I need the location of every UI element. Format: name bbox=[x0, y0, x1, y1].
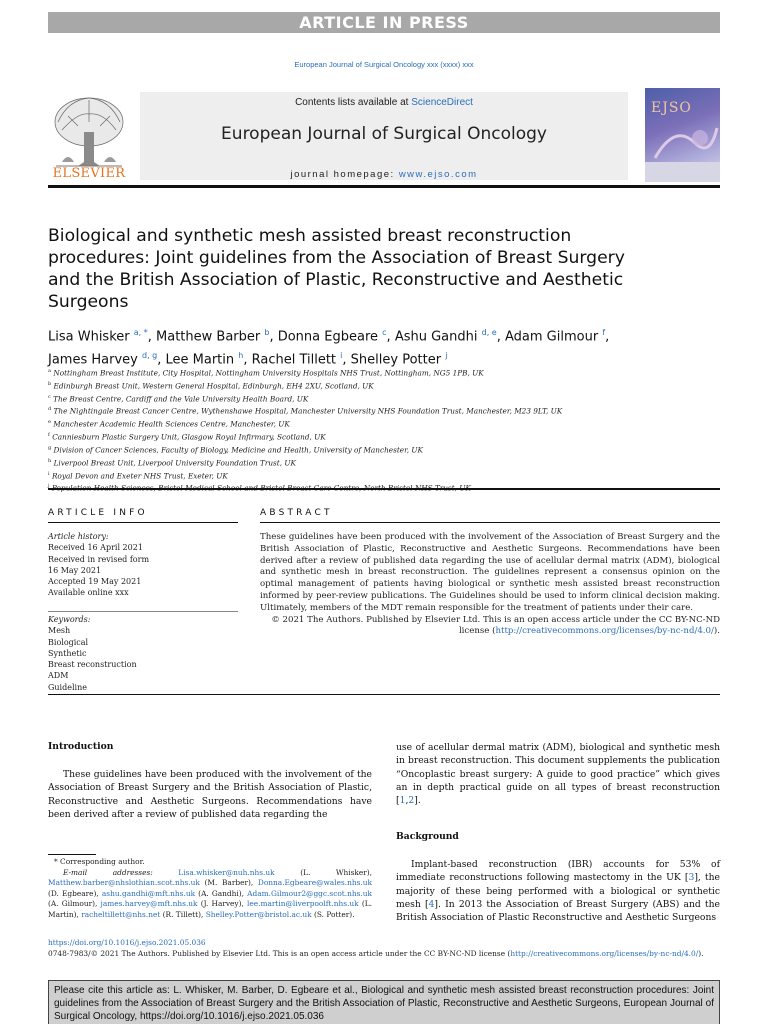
email-owner: (M. Barber), bbox=[199, 878, 258, 888]
email-owner: (A. Gandhi), bbox=[195, 888, 248, 898]
contents-prefix: Contents lists available at bbox=[295, 97, 412, 108]
email-label: E-mail addresses: bbox=[63, 867, 153, 877]
email-addresses bbox=[48, 868, 372, 921]
keyword-item: Guideline bbox=[48, 682, 87, 692]
affiliation-mark: h bbox=[48, 457, 52, 464]
abstract-bottom-rule bbox=[48, 694, 720, 695]
history-item: Received 16 April 2021 bbox=[48, 543, 143, 553]
history-item: 16 May 2021 bbox=[48, 565, 102, 575]
email-owner: (D. Egbeare), bbox=[48, 888, 102, 898]
history-divider bbox=[48, 611, 238, 612]
issn-license-link[interactable]: http://creativecommons.org/licenses/by-nc-nd/4.0/ bbox=[510, 949, 699, 958]
background-part-c: ]. In 2013 the Association of Breast Surgery (ABS) and the British Association of Plastic Reconstructive and Aesthetic Surgeons bbox=[396, 898, 720, 924]
journal-reference-link[interactable]: European Journal of Surgical Oncology xxx (xxxx) xxx bbox=[294, 60, 474, 69]
background-part-b: ], the majority of these being performed with a biological or synthetic mesh [ bbox=[396, 872, 720, 910]
footnote-rule bbox=[48, 854, 96, 855]
author-name: Shelley Potter bbox=[350, 352, 442, 368]
author-affiliation-link[interactable]: h bbox=[238, 351, 244, 361]
keywords-block bbox=[48, 614, 238, 693]
elsevier-wordmark: ELSEVIER bbox=[52, 166, 126, 181]
license-link[interactable]: http://creativecommons.org/licenses/by-nc-nd/4.0/ bbox=[495, 626, 714, 637]
corresponding-author-note: * Corresponding author. bbox=[54, 857, 145, 866]
affiliation-item bbox=[48, 456, 720, 469]
affiliation-text: Edinburgh Breast Unit, Western General Hospital, Edinburgh, EH4 2XU, Scotland, UK bbox=[53, 381, 374, 391]
affiliation-item bbox=[48, 469, 720, 482]
cover-illustration bbox=[645, 118, 720, 168]
email-link[interactable]: lee.martin@liverpoolft.nhs.uk bbox=[247, 899, 359, 909]
author-name: Lisa Whisker bbox=[48, 329, 130, 345]
affiliation-mark: a bbox=[48, 368, 51, 374]
license-text: © 2021 The Authors. Published by Elsevier Ltd. This is an open access article under the CC BY-NC-ND bbox=[271, 614, 720, 625]
cover-title: EJSO bbox=[651, 100, 692, 116]
history-item: Received in revised form bbox=[48, 554, 150, 564]
author-name: Adam Gilmour bbox=[504, 329, 599, 345]
license-prefix: license ( bbox=[458, 626, 496, 637]
author-affiliation-link[interactable]: j bbox=[445, 351, 448, 361]
affiliation-item bbox=[48, 443, 720, 456]
keywords-list bbox=[48, 625, 238, 693]
author-affiliation-link[interactable]: b bbox=[264, 328, 270, 337]
intro-continued: use of acellular dermal matrix (ADM), biological and synthetic mesh in breast reconstruction. This document supplements the publication “Oncoplastic breast surgery: A guide to good practice” which gives an in depth practical guide on all types of breast reconstruction [ bbox=[396, 742, 720, 807]
citation-box: Please cite this article as: L. Whisker, M. Barber, D. Egbeare et al., Biological and synthetic mesh assisted breast reconstruction procedures: Joint guidelines from the Association of Breast Surgery and the British Association of Plastic, Reconstructive and Aesthetic Surgeons, European Journal of Surgical Oncology, https://doi.org/10.1016/j.ejso.2021.05.036 bbox=[48, 980, 720, 1024]
email-link[interactable]: Lisa.whisker@nuh.nhs.uk bbox=[178, 867, 275, 877]
history-label: Article history: bbox=[48, 532, 109, 541]
email-link[interactable]: ashu.gandhi@mft.nhs.uk bbox=[101, 888, 196, 898]
affiliation-text: Liverpool Breast Unit, Liverpool University Foundation Trust, UK bbox=[53, 458, 296, 468]
affiliation-item bbox=[48, 379, 720, 392]
footnotes bbox=[48, 857, 372, 921]
keywords-label: Keywords: bbox=[48, 615, 91, 624]
keyword-item: Biological bbox=[48, 637, 89, 647]
history-list bbox=[48, 542, 238, 598]
masthead bbox=[48, 88, 720, 186]
ref-link-3[interactable]: 3 bbox=[688, 872, 695, 884]
email-link[interactable]: james.harvey@mft.nhs.uk bbox=[100, 899, 198, 909]
author-affiliation-link[interactable]: i bbox=[340, 351, 343, 361]
keyword-item: Breast reconstruction bbox=[48, 660, 137, 670]
affiliation-text: Manchester Academic Health Sciences Centre, Manchester, UK bbox=[53, 419, 290, 429]
author-affiliation-link[interactable]: f bbox=[602, 328, 606, 337]
homepage-line bbox=[140, 169, 628, 180]
author-name: Rachel Tillett bbox=[251, 352, 337, 368]
affiliation-text: Division of Cancer Sciences, Faculty of Biology, Medicine and Health, University of Manchester, UK bbox=[53, 445, 424, 455]
affiliation-mark: d bbox=[48, 406, 52, 413]
affiliation-text: The Nightingale Breast Cancer Centre, Wythenshawe Hospital, Manchester University NHS Foundation Trust, Manchester, M23 9LT, UK bbox=[53, 406, 563, 416]
email-link[interactable]: Donna.Egbeare@wales.nhs.uk bbox=[257, 878, 372, 888]
affiliation-item bbox=[48, 392, 720, 405]
affiliation-mark: e bbox=[48, 419, 51, 426]
affiliation-item bbox=[48, 430, 720, 443]
affiliation-text: Nottingham Breast Institute, City Hospital, Nottingham University Hospitals NHS Trust, Nottingham, NG5 1PB, UK bbox=[53, 368, 484, 378]
abstract-body bbox=[260, 532, 720, 638]
author-affiliation-link[interactable]: c bbox=[382, 328, 387, 337]
email-link[interactable]: Adam.Gilmour2@ggc.scot.nhs.uk bbox=[247, 888, 372, 898]
issn-copyright-line bbox=[48, 949, 720, 958]
affiliation-mark: b bbox=[48, 380, 52, 387]
journal-cover-thumbnail[interactable] bbox=[645, 88, 720, 182]
affiliation-text: The Breast Centre, Cardiff and the Vale University Health Board, UK bbox=[53, 394, 309, 404]
keyword-item: Synthetic bbox=[48, 648, 87, 658]
background-part-a: Implant-based reconstruction (IBR) accounts for 53% of immediate reconstructions following mastectomy in the UK [ bbox=[396, 859, 720, 884]
affiliation-item bbox=[48, 366, 720, 379]
background-text bbox=[396, 858, 720, 924]
intro-continued-text: use of acellular dermal matrix (ADM), biological and synthetic mesh in breast reconstruction. This document supplements the publication “Oncoplastic breast surgery: A guide to good practice” which gives an in depth practical guide on all types of breast reconstruction [1,2]. bbox=[396, 742, 720, 807]
masthead-rule bbox=[48, 185, 720, 188]
info-top-rule bbox=[48, 488, 720, 490]
email-link[interactable]: Matthew.barber@nhslothian.scot.nhs.uk bbox=[48, 878, 200, 888]
email-owner: (J. Harvey), bbox=[197, 899, 248, 909]
author-affiliation-link[interactable]: d, e bbox=[481, 328, 497, 337]
author-list: Lisa Whisker $^{a, *}$, Matthew Barber $^b$, Donna Egbeare $^c$, Ashu Gandhi $^{d, e}$, Adam Gilmour $^f$, James Harvey $^{d, g}$, Lee Martin $^h$, Rachel Tillett $^i$, Shelley Potter $^j$ bbox=[48, 328, 610, 368]
author-name: Donna Egbeare bbox=[277, 329, 378, 345]
abstract-license bbox=[260, 615, 720, 639]
author-affiliation-link[interactable]: d, g bbox=[141, 351, 158, 361]
keyword-item: Mesh bbox=[48, 626, 71, 636]
journal-homepage-link[interactable]: www.ejso.com bbox=[398, 169, 478, 180]
ref-link-4[interactable]: 4 bbox=[428, 898, 435, 910]
author-affiliation-link[interactable]: a, * bbox=[133, 328, 148, 337]
history-item: Accepted 19 May 2021 bbox=[48, 577, 142, 587]
contents-line bbox=[140, 97, 628, 108]
affiliation-mark: c bbox=[48, 393, 51, 400]
affiliation-text: Royal Devon and Exeter NHS Trust, Exeter, UK bbox=[51, 471, 228, 481]
author-name: Lee Martin bbox=[165, 352, 235, 368]
issn-text: 0748-7983/© 2021 The Authors. Published by Elsevier Ltd. This is an open access article under the CC BY-NC-ND license ( bbox=[48, 949, 511, 958]
email-owner: (R. Tillett), bbox=[160, 909, 206, 919]
ref-link-1[interactable]: 1 bbox=[399, 795, 406, 807]
article-title: Biological and synthetic mesh assisted breast reconstruction procedures: Joint guidelines from the Association of Breast Surgery and the British Association of Plastic, Reconstructive and Aesthetic Surgeons bbox=[48, 226, 625, 312]
masthead-panel bbox=[140, 92, 628, 180]
email-link[interactable]: Shelley.Potter@bristol.ac.uk bbox=[205, 909, 312, 919]
abstract-heading: ABSTRACT bbox=[260, 508, 333, 518]
article-info-heading: ARTICLE INFO bbox=[48, 508, 148, 518]
affiliation-item bbox=[48, 417, 720, 430]
journal-title: European Journal of Surgical Oncology bbox=[221, 124, 547, 144]
email-link[interactable]: racheltillett@nhs.net bbox=[81, 909, 161, 919]
article-info-rule bbox=[48, 522, 238, 523]
affiliation-mark: j bbox=[48, 483, 50, 490]
affiliation-mark: f bbox=[48, 432, 50, 439]
author-name: Matthew Barber bbox=[156, 329, 261, 345]
affiliation-item bbox=[48, 404, 720, 417]
introduction-text: These guidelines have been produced with the involvement of the Association of Breast Surgery and the British Association of Plastic, Reconstructive and Aesthetic Surgeons. Recommendations have been derived after a review of published data regarding the bbox=[48, 769, 372, 820]
ref-link-2[interactable]: 2 bbox=[408, 795, 415, 807]
background-heading: Background bbox=[396, 831, 459, 842]
email-owner: (S. Potter). bbox=[311, 909, 355, 919]
introduction-heading: Introduction bbox=[48, 741, 114, 752]
author-name: James Harvey bbox=[48, 352, 138, 368]
abstract-text: These guidelines have been produced with the involvement of the Association of Breast Surgery and the British Association of Plastic, Reconstructive and Aesthetic Surgeons. Recommendations have been derived after a review of published data regarding the use of acellular dermal matrix (ADM), biological and synthetic mesh in breast reconstruction. The guidelines represent a consensus opinion on the optimal management of patients having biological or synthetic mesh assisted breast reconstruction informed by peer-review publications. The Guidelines should be used to inform clinical decision making. Ultimately, members of the MDT remain responsible for the treatment of patients under their care. bbox=[260, 532, 720, 613]
article-history bbox=[48, 531, 238, 599]
license-suffix: ). bbox=[713, 626, 720, 637]
affiliation-mark: g bbox=[48, 444, 52, 451]
homepage-prefix: journal homepage: bbox=[290, 169, 399, 180]
email-owner: (L. Whisker), bbox=[274, 867, 372, 877]
affiliation-text: Canniesburn Plastic Surgery Unit, Glasgow Royal Infirmary, Scotland, UK bbox=[52, 432, 326, 442]
author-name: Ashu Gandhi bbox=[394, 329, 478, 345]
article-in-press-banner: ARTICLE IN PRESS bbox=[48, 12, 720, 33]
keyword-item: ADM bbox=[48, 671, 69, 681]
cover-footer bbox=[645, 162, 720, 182]
abstract-rule bbox=[260, 522, 720, 523]
email-owner: (L. Martin), bbox=[48, 899, 372, 919]
doi-link[interactable]: https://doi.org/10.1016/j.ejso.2021.05.036 bbox=[48, 938, 206, 947]
issn-suffix: ). bbox=[698, 949, 704, 958]
affiliation-mark: i bbox=[48, 470, 50, 477]
affiliation-list bbox=[48, 366, 720, 494]
history-item: Available online xxx bbox=[48, 588, 129, 598]
email-owner: (A. Gilmour), bbox=[48, 899, 101, 909]
sciencedirect-link[interactable]: ScienceDirect bbox=[411, 97, 473, 108]
